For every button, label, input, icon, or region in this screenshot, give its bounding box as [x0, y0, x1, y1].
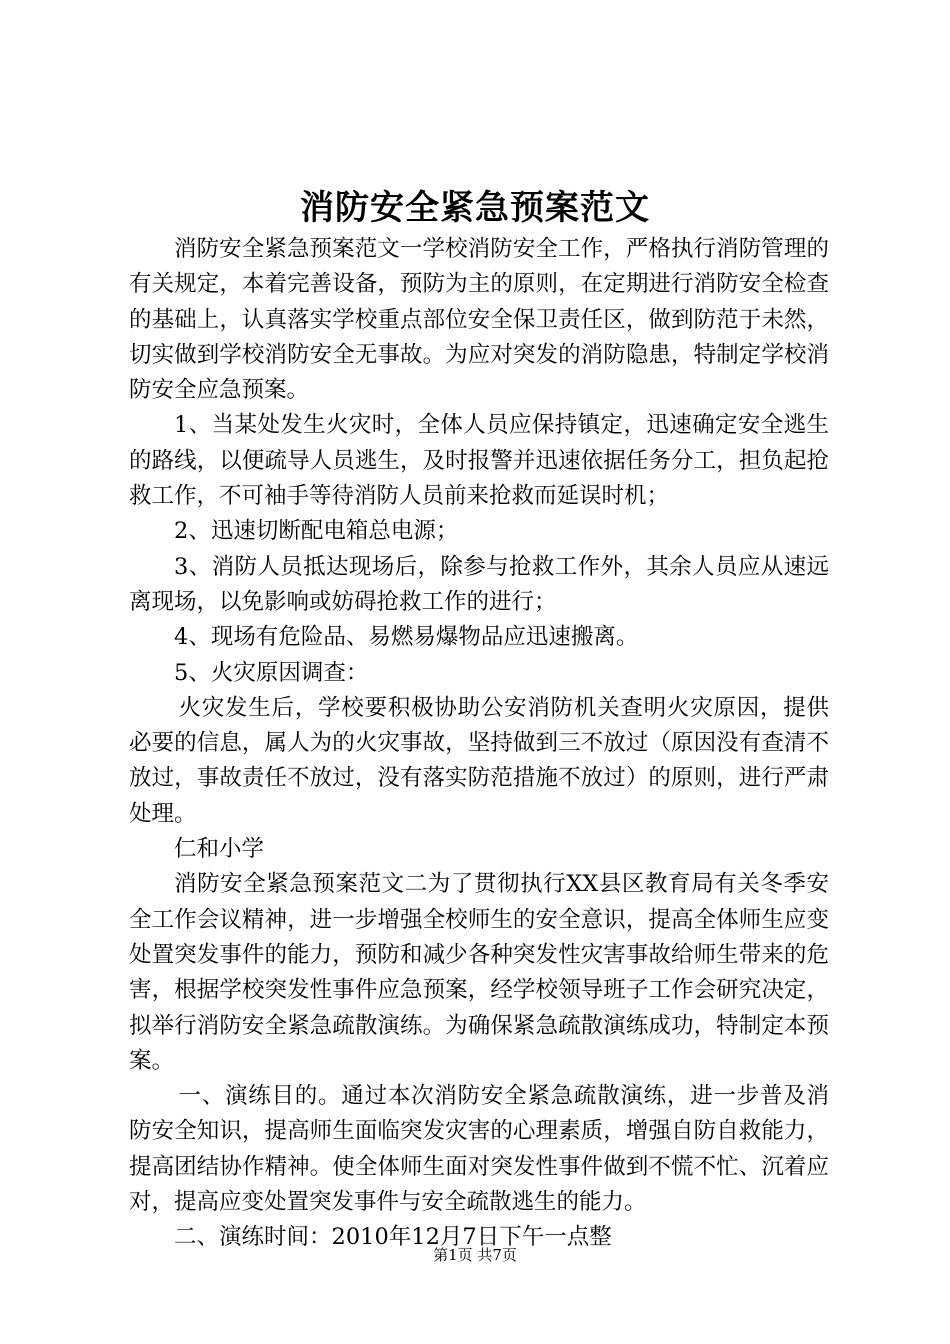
paragraph-sample-two-intro: 消防安全紧急预案范文二为了贯彻执行XX县区教育局有关冬季安全工作会议精神，进一步增强全校师生的安全意识，提高全体师生应变处置突发事件的能力，预防和减少各种突发性灾害事故给师生带来的危害，根据学校突发性事件应急预案，经学校领导班子工作会研究决定，拟举行消防安全紧急疏散演练。为确保紧急疏散演练成功，特制定本预案。 [129, 871, 829, 1074]
paragraph-item-3: 3、消防人员抵达现场后，除参与抢救工作外，其余人员应从速远离现场，以免影响或妨碍抢救工作的进行； [129, 553, 829, 615]
paragraph-school-signature: 仁和小学 [174, 836, 265, 863]
document-body [129, 232, 829, 1256]
paragraph-item-2: 2、迅速切断配电箱总电源； [174, 518, 459, 545]
paragraph-drill-purpose: 一、演练目的。通过本次消防安全紧急疏散演练，进一步普及消防安全知识，提高师生面临突发灾害的心理素质，增强自防自救能力，提高团结协作精神。使全体师生面对突发性事件做到不慌不忙、沉着应对，提高应变处置突发事件与安全疏散逃生的能力。 [129, 1083, 829, 1216]
page-indicator: 第1页 共7页 [433, 1246, 517, 1264]
paragraph-intro: 消防安全紧急预案范文一学校消防安全工作，严格执行消防管理的有关规定，本着完善设备，预防为主的原则，在定期进行消防安全检查的基础上，认真落实学校重点部位安全保卫责任区，做到防范于未然，切实做到学校消防安全无事故。为应对突发的消防隐患，特制定学校消防安全应急预案。 [129, 236, 829, 404]
paragraph-item-4: 4、现场有危险品、易燃易爆物品应迅速搬离。 [174, 624, 639, 651]
paragraph-fire-investigation: 火灾发生后，学校要积极协助公安消防机关查明火灾原因，提供必要的信息，属人为的火灾事故，坚持做到三不放过（原因没有查清不放过，事故责任不放过，没有落实防范措施不放过）的原则，进行严肃处理。 [129, 694, 829, 827]
paragraph-item-1: 1、当某处发生火灾时，全体人员应保持镇定，迅速确定安全逃生的路线，以便疏导人员逃生，及时报警并迅速依据任务分工，担负起抢救工作，不可袖手等待消防人员前来抢救而延误时机； [129, 412, 829, 510]
document-title: 消防安全紧急预案范文 [300, 188, 650, 228]
paragraph-item-5: 5、火灾原因调查： [174, 659, 369, 686]
paragraph-drill-time: 二、演练时间：2010年12月7日下午一点整 [174, 1224, 612, 1251]
